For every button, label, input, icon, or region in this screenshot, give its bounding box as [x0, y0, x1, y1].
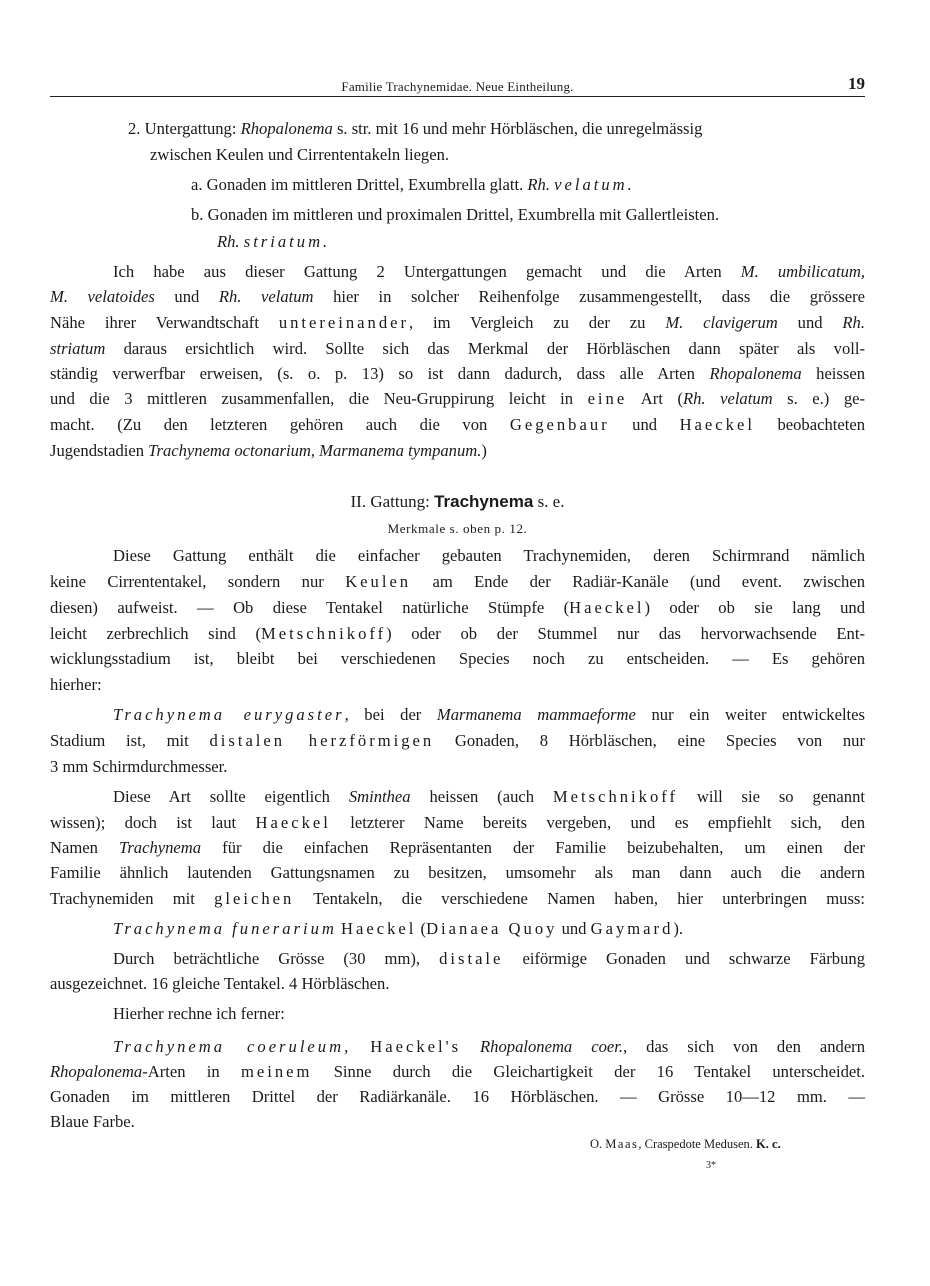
para8-line3: Gonaden im mittleren Drittel der Radiärkanäle. 16 Hörbläschen. — Grösse 10—12 mm. —	[50, 1087, 865, 1106]
para1-line1: Ich habe aus dieser Gattung 2 Untergattungen gemacht und die Arten M. umbilicatum,	[113, 262, 865, 281]
page-number: 19	[848, 74, 865, 93]
para2-line3: diesen) aufweist. — Ob diese Tentakel natürliche Stümpfe (Haeckel) oder ob sie lang und	[50, 598, 865, 617]
para2-line4: leicht zerbrechlich sind (Metschnikoff) oder ob der Stummel nur das hervorwachsende Ent-	[50, 624, 865, 643]
para2-line5: wicklungsstadium ist, bleibt bei verschiedenen Species noch zu entscheiden. — Es gehören	[50, 649, 865, 668]
para4-line1: Diese Art sollte eigentlich Sminthea heissen (auch Metschnikoff will sie so genannt	[113, 787, 865, 806]
key-a: a. Gonaden im mittleren Drittel, Exumbrella glatt. Rh. velatum.	[191, 175, 635, 194]
para1-line6: und die 3 mittleren zusammenfallen, die Neu-Gruppirung leicht in eine Art (Rh. velatum s. e.) ge-	[50, 389, 866, 408]
page-header	[50, 74, 865, 97]
para7: Hierher rechne ich ferner:	[113, 1004, 285, 1023]
key-b: b. Gonaden im mittleren und proximalen Drittel, Exumbrella mit Gallertleisten.	[191, 205, 720, 224]
para3-line1: Trachynema eurygaster, bei der Marmanema mammaeforme nur ein weiter entwickeltes	[113, 705, 865, 724]
para6-line2: ausgezeichnet. 16 gleiche Tentakel. 4 Hörbläschen.	[50, 974, 390, 993]
para2-line2: keine Cirrententakel, sondern nur Keulen am Ende der Radiär-Kanäle (und event. zwischen	[50, 572, 865, 591]
para8-line1: Trachynema coeruleum, Haeckel's Rhopalonema coer., das sich von den andern	[113, 1037, 866, 1056]
para8-line4: Blaue Farbe.	[50, 1112, 135, 1131]
para8-line2: Rhopalonema-Arten in meinem Sinne durch die Gleichartigkeit der 16 Tentakel unterscheidet.	[50, 1062, 865, 1081]
para1-line4: striatum daraus ersichtlich wird. Sollte sich das Merkmal der Hörbläschen dann später als voll-	[50, 339, 865, 358]
para4-line4: Familie ähnlich lautenden Gattungsnamen zu besitzen, umsomehr als man dann auch die andern	[50, 863, 865, 882]
para4-line3: Namen Trachynema für die einfachen Repräsentanten der Familie beizubehalten, um einen der	[50, 838, 865, 857]
key-b-species: Rh. striatum.	[217, 232, 331, 251]
para3-line2: Stadium ist, mit distalen herzförmigen Gonaden, 8 Hörbläschen, eine Species von nur	[50, 731, 866, 750]
para4-line5: Trachynemiden mit gleichen Tentakeln, die verschiedene Namen haben, hier unterbringen muss:	[50, 889, 865, 908]
para1-line8: Jugendstadien Trachynema octonarium, Marmanema tympanum.)	[50, 441, 487, 460]
para4-line2: wissen); doch ist laut Haeckel letzterer Name bereits vergeben, und es empfiehlt sich, den	[50, 813, 865, 832]
para3-line3: 3 mm Schirmdurchmesser.	[50, 757, 228, 776]
para2-line1: Diese Gattung enthält die einfacher gebauten Trachynemiden, deren Schirmrand nämlich	[113, 546, 865, 565]
running-title: Familie Trachynemidae. Neue Eintheilung.	[341, 79, 574, 94]
para1-line3: Nähe ihrer Verwandtschaft untereinander, im Vergleich zu der zu M. clavigerum und Rh.	[50, 313, 865, 332]
para6-line1: Durch beträchtliche Grösse (30 mm), distale eiförmige Gonaden und schwarze Färbung	[113, 949, 865, 968]
genus-heading: II. Gattung: Trachynema s. e.	[350, 492, 565, 511]
para5-species: Trachynema funerarium Haeckel (Dianaea Quoy und Gaymard).	[113, 919, 684, 938]
genus-subheading: Merkmale s. oben p. 12.	[387, 521, 528, 536]
signature-mark: 3*	[706, 1160, 716, 1171]
para1-line5: ständig verwerfbar erweisen, (s. o. p. 13) so ist dann dadurch, dass alle Arten Rhopalonema heissen	[50, 364, 865, 383]
para2-line6: hierher:	[50, 675, 102, 694]
subgenus-2-line2: zwischen Keulen und Cirrententakeln liegen.	[150, 145, 450, 164]
para1-line7: macht. (Zu den letzteren gehören auch die von Gegenbaur und Haeckel beobachteten	[50, 415, 865, 434]
para1-line2: M. velatoides und Rh. velatum hier in solcher Reihenfolge zusammengestellt, dass die grössere	[50, 287, 865, 306]
subgenus-2-line1: 2. Untergattung: Rhopalonema s. str. mit 16 und mehr Hörbläschen, die unregelmässig	[128, 119, 703, 138]
footer-line: O. Maas, Craspedote Medusen. K. c.	[590, 1137, 781, 1151]
